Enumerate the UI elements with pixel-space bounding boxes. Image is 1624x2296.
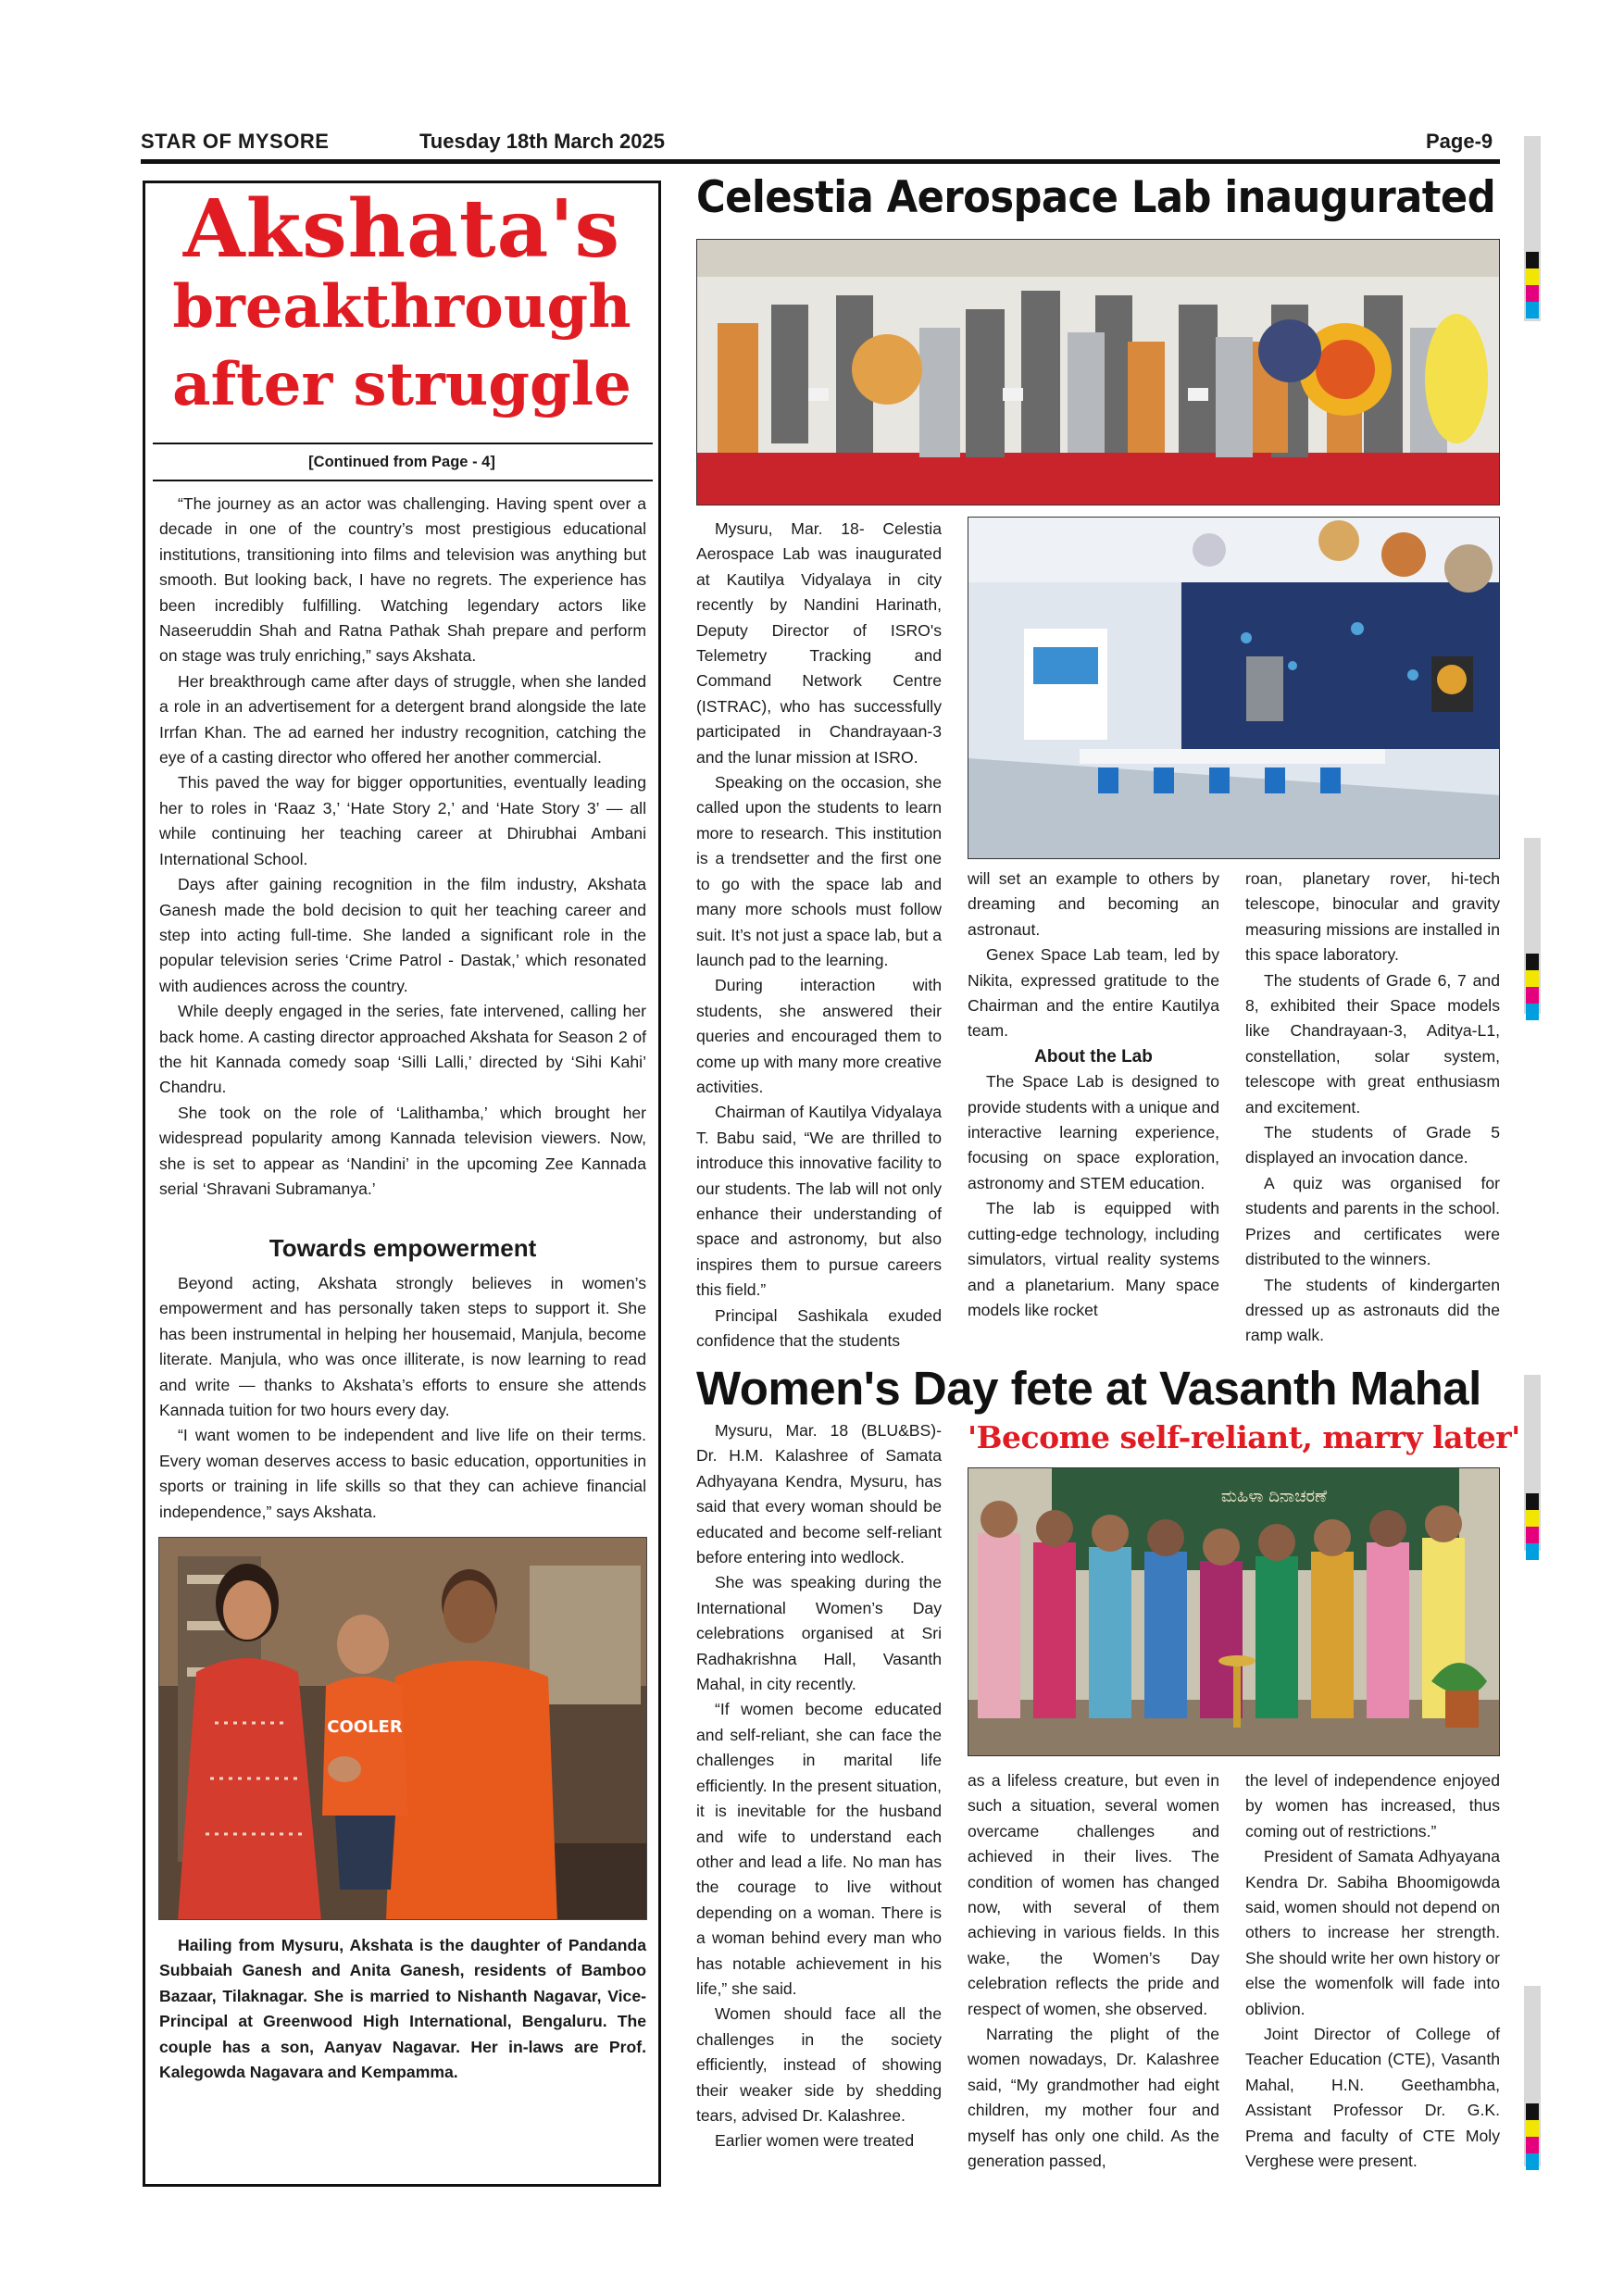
paragraph: “I want women to be independent and live life on their terms. Every woman deserves access to basic education, opportunities in sports or training in life skills so that they can achieve financial independence,” says Akshata. xyxy=(159,1426,646,1521)
akshata-article xyxy=(143,181,661,2187)
paragraph: She was speaking during the International Women’s Day celebrations organised at Sri Radhakrishna Hall, Vasanth Mahal, in city recently. xyxy=(696,1573,942,1694)
paragraph: Earlier women were treated xyxy=(715,2131,915,2151)
lamp-lighting-photo xyxy=(968,1467,1500,1756)
paragraph: During interaction with students, she answered their queries and encouraged them to come up with many more creative activities. xyxy=(696,976,942,1096)
paragraph: roan, planetary rover, hi-tech telescope, binocular and gravity measuring missions are installed in this space laboratory. xyxy=(1245,869,1500,965)
paragraph: Mysuru, Mar. 18- Celestia Aerospace Lab was inaugurated at Kautilya Vidyalaya in city recently by Nandini Harinath, Deputy Director of ISRO's Telemetry Tracking and Command Network Centre (ISTRAC), who has successfully participated in Chandrayaan-3 and the lunar mission at ISRO. xyxy=(696,519,942,767)
paragraph: the level of independence enjoyed by women has increased, thus coming out of restrictions.” xyxy=(1245,1771,1500,1841)
space-costume-group-photo xyxy=(696,239,1500,505)
paragraph: She took on the role of ‘Lalithamba,’ which brought her widespread popularity among Kannada television viewers. Now, she is set to appear as ‘Nandini’ in the upcoming Zee Kannada serial ‘Shravani Subramanya.’ xyxy=(159,1103,646,1198)
divider xyxy=(153,443,653,444)
womens-day-column-1 xyxy=(696,1418,942,2154)
womens-day-column-2 xyxy=(968,1768,1219,2175)
paragraph: Beyond acting, Akshata strongly believes in women’s empowerment and has personally taken steps to support it. She has been instrumental in helping her housemaid, Manjula, become literate. Manjula, who was once illiterate, is now learning to read and write — thanks to Akshata’s efforts to ensure she attends Kannada tuition for two hours every day. xyxy=(159,1274,646,1420)
womens-day-column-3 xyxy=(1245,1768,1500,2175)
paragraph: as a lifeless creature, but even in such a situation, several women overcame challenges and achieved in their lives. The condition of women has changed now, with several of them achieving in various fields. In this wake, the Women’s Day celebration reflects the pride and respect of women, she observed. xyxy=(968,1771,1219,2018)
paragraph: will set an example to others by dreaming and becoming an astronaut. xyxy=(968,869,1219,939)
about-the-lab-heading: About the Lab xyxy=(1034,1046,1153,1067)
divider xyxy=(153,480,653,481)
celestia-column-2 xyxy=(968,867,1219,1323)
masthead-rule xyxy=(141,159,1500,164)
banner-text: ಮಹಿಳಾ ದಿನಾಚರಣೆ xyxy=(1220,1487,1328,1506)
shirt-text: COOLER xyxy=(327,1717,403,1737)
womens-day-subheadline: 'Become self-reliant, marry later' xyxy=(968,1419,1520,1455)
paragraph: This paved the way for bigger opportunities, eventually leading her to roles in ‘Raaz 3,’ ‘Hate Story 2,’ and ‘Hate Story 3’ — all while continuing her teaching career at Dhirubhai Ambani International School. xyxy=(159,773,646,868)
paragraph: President of Samata Adhyayana Kendra Dr. Sabiha Bhoomigowda said, women should not depend on others to increase her strength. She should write her own history or else the womenfolk will fade into oblivion. xyxy=(1245,1847,1500,2018)
headline-line-3: after struggle xyxy=(172,350,631,419)
womens-day-headline: Women's Day fete at Vasanth Mahal xyxy=(696,1362,1481,1415)
paragraph: While deeply engaged in the series, fate intervened, calling her back home. A casting director approached Akshata for Season 2 of the hit Kannada comedy soap ‘Silli Lalli,’ directed by ‘Sihi Kahi’ Chandru. xyxy=(159,1002,646,1097)
paragraph: “The journey as an actor was challenging. Having spent over a decade in one of the country’s most prestigious educational institutions, transitioning into films and television was anything but smooth. But looking back, I have no regrets. The experience has been incredibly fulfilling. Watching legendary actors like Naseeruddin Shah and Ratna Pathak Shah prepare and perform on stage was truly enriching,” says Akshata. xyxy=(159,494,646,666)
lab-photo-illustration xyxy=(968,518,1500,859)
akshata-body xyxy=(159,492,646,1202)
paragraph: Genex Space Lab team, led by Nikita, expressed gratitude to the Chairman and the entire Kautilya team. xyxy=(968,945,1219,1041)
issue-date: Tuesday 18th March 2025 xyxy=(419,130,665,153)
page-number: Page-9 xyxy=(1426,130,1493,153)
paragraph: Mysuru, Mar. 18 (BLU&BS)- Dr. H.M. Kalashree of Samata Adhyayana Kendra, Mysuru, has said that every woman should be educated and become self-reliant before entering into wedlock. xyxy=(696,1421,942,1567)
paragraph: The lab is equipped with cutting-edge technology, including simulators, virtual reality systems and a planetarium. Many space models like rocket xyxy=(968,1199,1219,1319)
paragraph: Days after gaining recognition in the film industry, Akshata Ganesh made the bold decision to quit her teaching career and step into acting full-time. She landed a significant role in the popular television series ‘Crime Patrol - Dastak,’ which resonated with audiences across the country. xyxy=(159,875,646,995)
paragraph: The students of Grade 5 displayed an invocation dance. xyxy=(1245,1123,1500,1167)
celestia-column-1 xyxy=(696,517,942,1354)
paragraph: Chairman of Kautilya Vidyalaya T. Babu said, “We are thrilled to introduce this innovative facility to our students. The lab will not only enhance their understanding of space and astronomy, but also inspires them to pursue careers this field.” xyxy=(696,1103,942,1300)
paragraph: Joint Director of College of Teacher Education (CTE), Vasanth Mahal, H.N. Geethambha, Assistant Professor Dr. G.K. Prema and faculty of CTE Moly Verghese were present. xyxy=(1245,2025,1500,2171)
paragraph: Speaking on the occasion, she called upon the students to learn more to research. This institution is a trendsetter and the first one to go with the space lab and many more schools must follow suit. It’s not just a space lab, but a launch pad to the learning. xyxy=(696,773,942,969)
paragraph: The students of Grade 6, 7 and 8, exhibited their Space models like Chandrayaan-3, Aditya-L1, constellation, solar system, telescope with great enthusiasm and excitement. xyxy=(1245,970,1500,1117)
headline-line-2: breakthrough xyxy=(172,272,631,342)
paragraph: Narrating the plight of the women nowadays, Dr. Kalashree said, “My grandmother had eight children, my mother four and myself has only one child. As the generation passed, xyxy=(968,2025,1219,2171)
family-photo xyxy=(158,1537,647,1920)
celestia-column-3 xyxy=(1245,867,1500,1349)
group-photo-illustration xyxy=(697,240,1500,505)
continued-from-note: [Continued from Page - 4] xyxy=(308,454,495,470)
paragraph: The students of kindergarten dressed up as astronauts did the ramp walk. xyxy=(1245,1275,1500,1345)
paragraph: Women should face all the challenges in the society efficiently, instead of showing their weaker side by shedding tears, advised Dr. Kalashree. xyxy=(696,2004,942,2125)
celestia-headline: Celestia Aerospace Lab inaugurated xyxy=(696,172,1496,223)
space-lab-interior-photo xyxy=(968,517,1500,859)
paragraph: Principal Sashikala exuded confidence that the students xyxy=(696,1305,942,1350)
paragraph: Her breakthrough came after days of struggle, when she landed a role in an advertisement for a detergent brand alongside the late Irrfan Khan. The ad earned her industry recognition, catching the eye of a casting director who offered her another commercial. xyxy=(159,671,646,767)
headline-line-1: Akshata's xyxy=(182,182,621,276)
akshata-headline xyxy=(145,182,658,424)
paragraph: A quiz was organised for students and parents in the school. Prizes and certificates were distributed to the winners. xyxy=(1245,1173,1500,1269)
empowerment-body xyxy=(159,1271,646,1525)
family-photo-illustration xyxy=(159,1538,647,1920)
paragraph: The Space Lab is designed to provide students with a unique and interactive learning experience, focusing on space exploration, astronomy and STEM education. xyxy=(968,1072,1219,1192)
newspaper-name: STAR OF MYSORE xyxy=(141,130,330,153)
subheading-towards-empowerment: Towards empowerment xyxy=(269,1234,537,1262)
paragraph: “If women become educated and self-reliant, she can face the challenges in marital life efficiently. In the present situation, it is inevitable for the husband and wife to understand each other and lead a life. No man has the courage to live without depending on a woman. There is a woman behind every man who has notable achievement in his life,” she said. xyxy=(696,1700,942,1998)
photo-caption: Hailing from Mysuru, Akshata is the daughter of Pandanda Subbaiah Ganesh and Anita Ganesh, residents of Bamboo Bazaar, Tilaknagar. She is married to Nishanth Nagavar, Vice-Principal at Greenwood High International, Bengaluru. The couple has a son, Aanyav Nagavar. Her in-laws are Prof. Kalegowda Nagavara and Kempamma. xyxy=(159,1936,646,2082)
lamp-photo-illustration xyxy=(968,1468,1500,1756)
